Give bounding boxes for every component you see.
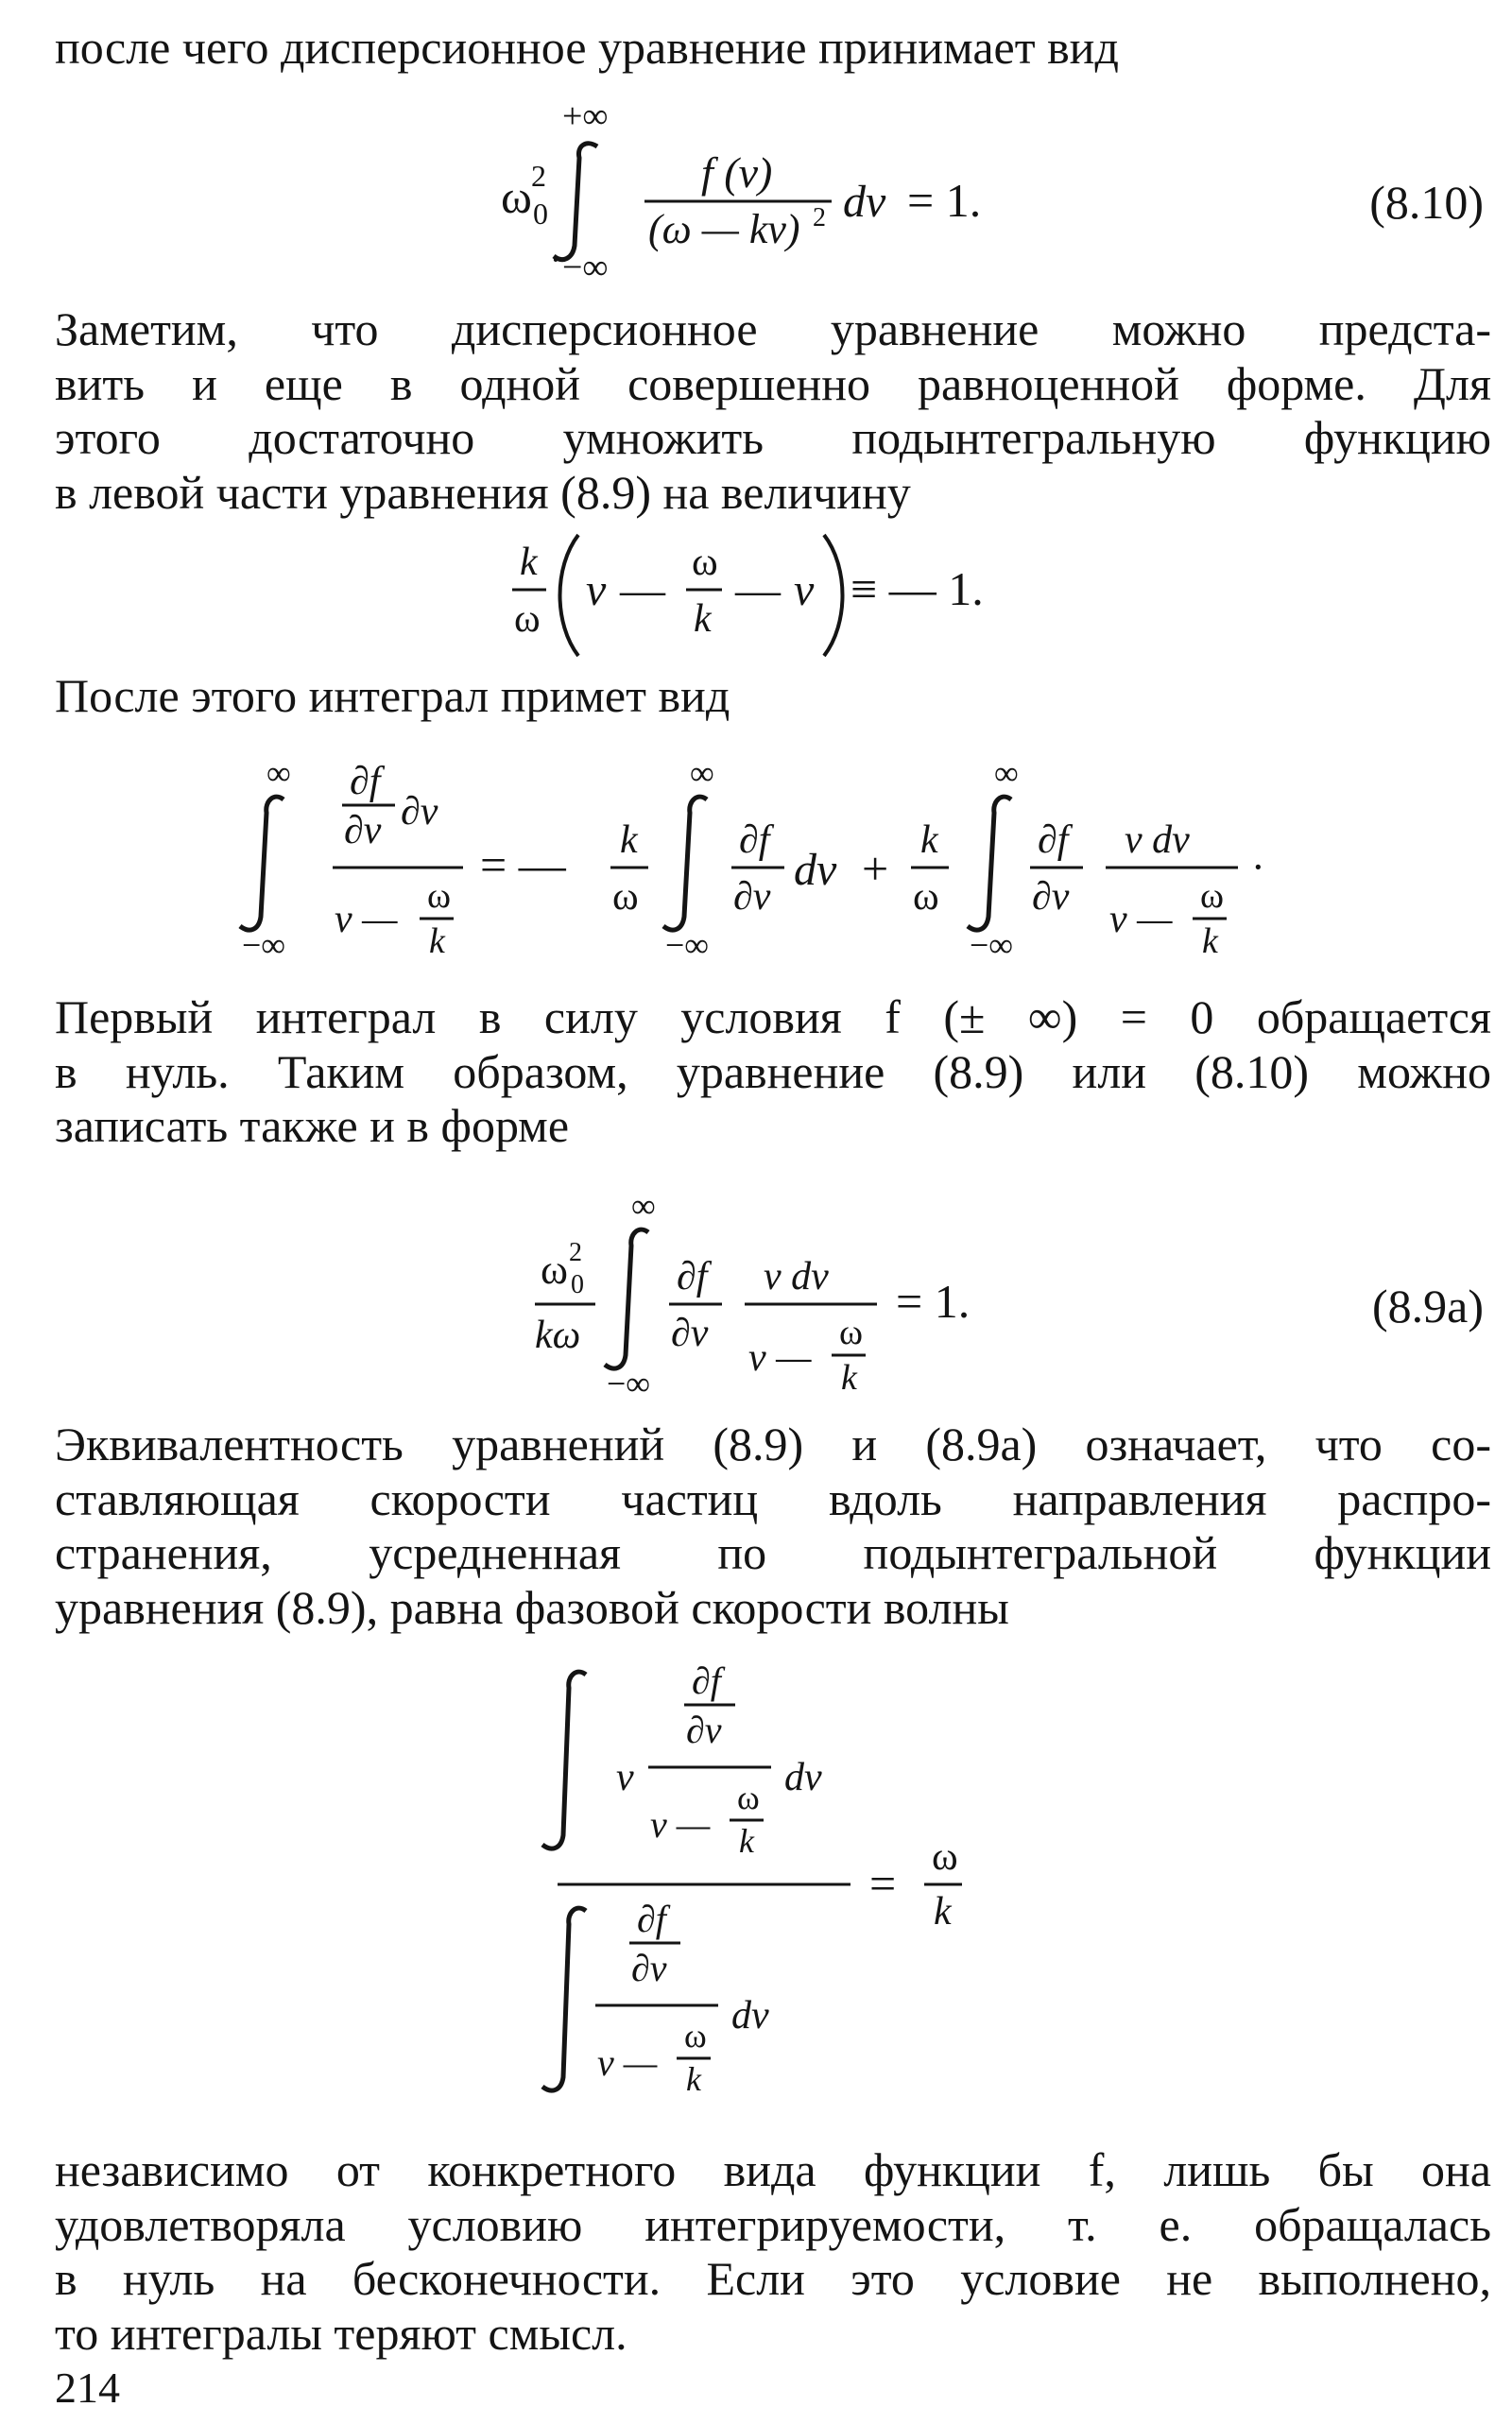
integral-sign <box>605 1229 648 1368</box>
partial-f: ∂f <box>637 1898 666 1940</box>
text-line: после чего дисперсионное уравнение принимает вид <box>55 21 1119 74</box>
text-line: в левой части уравнения (8.9) на величину <box>55 465 911 519</box>
text-line: удовлетворяла условию интегрируемости, т. е. обращалась <box>55 2197 1491 2251</box>
text-line: в нуль на бесконечности. Если это условие не выполнено, <box>55 2252 1491 2305</box>
text-line: Эквивалентность уравнений (8.9) и (8.9а) означает, что со- <box>55 1418 1491 1470</box>
k-symbol: k <box>739 1822 754 1860</box>
equation-8-10 <box>472 90 1058 288</box>
partial-v: ∂v <box>631 1947 667 1989</box>
superscript-2: 2 <box>531 159 546 193</box>
minus-sign: — <box>620 565 665 615</box>
partial-v: ∂v <box>733 875 771 919</box>
omega-symbol: ω <box>913 875 939 919</box>
dot-mark: · <box>1251 844 1265 890</box>
integral-sign <box>542 1908 586 2090</box>
k-symbol: k <box>520 541 538 584</box>
equation-number: (8.10) <box>1369 176 1484 229</box>
integral-sign <box>542 1672 586 1848</box>
denominator: (ω — kv) <box>648 206 800 252</box>
paragraph-2 <box>55 302 1491 520</box>
text-line: После этого интеграл примет вид <box>55 669 730 722</box>
partial-v: ∂v <box>344 809 382 852</box>
subscript-0: 0 <box>533 197 548 231</box>
partial-f: ∂f <box>739 818 770 862</box>
v-dv: v dv <box>1125 818 1190 862</box>
text-line: вить и еще в одной совершенно равноценной форме. Для <box>55 356 1491 410</box>
k-symbol: k <box>920 818 938 862</box>
paragraph-5 <box>55 1418 1491 1635</box>
text-line: то интегралы теряют смысл. <box>55 2306 627 2360</box>
dot-mark: · <box>550 241 561 279</box>
k-symbol: k <box>620 818 638 862</box>
omega-symbol: ω <box>692 541 718 584</box>
v-dv: v dv <box>764 1255 829 1298</box>
omega-symbol: ω <box>612 875 639 919</box>
equation-identity <box>491 529 1058 662</box>
v-symbol: v <box>794 565 815 615</box>
identity-rhs: ≡ — 1. <box>850 562 984 615</box>
omega0-symbol: ω <box>541 1246 568 1293</box>
k-symbol: k <box>841 1358 857 1398</box>
dv: dv <box>843 177 886 227</box>
paragraph-6 <box>55 2143 1491 2361</box>
text-line: этого достаточно умножить подынтегральную функцию <box>55 411 1491 464</box>
lower-limit: −∞ <box>970 926 1013 964</box>
dv: ∂v <box>401 790 438 834</box>
lower-limit: −∞ <box>242 926 285 964</box>
v-symbol: v <box>616 1756 634 1799</box>
upper-limit: ∞ <box>631 1187 656 1225</box>
v-symbol: v <box>586 565 607 615</box>
omega0-symbol: ω <box>501 170 532 223</box>
k-symbol: k <box>1202 921 1218 961</box>
k-symbol: k <box>934 1890 952 1934</box>
v-minus: v — <box>335 898 398 941</box>
integral-sign <box>968 797 1011 930</box>
omega-symbol: ω <box>514 597 541 641</box>
omega-symbol: ω <box>737 1779 760 1816</box>
v-minus: v — <box>748 1336 812 1380</box>
integral-sign <box>663 797 707 930</box>
omega-symbol: ω <box>839 1313 864 1352</box>
superscript-2: 2 <box>813 203 826 232</box>
minus-sign: — <box>735 565 781 615</box>
equation-phase-velocity <box>529 1656 1002 2109</box>
partial-v: ∂v <box>671 1312 709 1355</box>
dv: dv <box>731 1994 769 2037</box>
equals-sign: = <box>869 1857 897 1910</box>
partial-v: ∂v <box>686 1709 722 1751</box>
v-minus: v — <box>650 1803 711 1846</box>
upper-limit: ∞ <box>266 754 291 792</box>
partial-v: ∂v <box>1032 875 1070 919</box>
paragraph-1 <box>55 21 1491 76</box>
equals-minus: = — <box>480 838 566 891</box>
k-symbol: k <box>686 2060 701 2098</box>
omega-symbol: ω <box>427 876 452 916</box>
upper-limit: ∞ <box>690 754 714 792</box>
lower-limit: −∞ <box>665 926 709 964</box>
partial-f: ∂f <box>692 1659 721 1702</box>
dv: dv <box>784 1756 822 1799</box>
k-symbol: k <box>429 921 445 961</box>
equation-number: (8.9а) <box>1372 1280 1484 1332</box>
omega-symbol: ω <box>684 2017 707 2054</box>
text-line: Первый интеграл в силу условия f (± ∞) = 0 обращается <box>55 990 1491 1043</box>
lower-limit: −∞ <box>607 1365 650 1402</box>
partial-f: ∂f <box>677 1255 708 1298</box>
integral-sign <box>240 797 284 930</box>
subscript-0: 0 <box>571 1270 584 1299</box>
left-paren <box>560 535 579 656</box>
omega-symbol: ω <box>932 1835 958 1879</box>
k-symbol: k <box>694 597 712 641</box>
partial-f: ∂f <box>1038 818 1069 862</box>
text-line: в нуль. Таким образом, уравнение (8.9) или (8.10) можно <box>55 1044 1491 1098</box>
omega-symbol: ω <box>1200 876 1225 916</box>
text-line: ставляющая скорости частиц вдоль направления распро- <box>55 1471 1491 1525</box>
equation-8-9a <box>529 1179 1058 1406</box>
text-line: странения, усредненная по подынтегральной функции <box>55 1526 1491 1579</box>
dv: dv <box>794 845 837 895</box>
paragraph-4 <box>55 990 1491 1154</box>
partial-f: ∂f <box>350 760 381 803</box>
numerator: f (v) <box>701 148 773 197</box>
upper-limit: ∞ <box>994 754 1019 792</box>
right-paren <box>824 535 843 656</box>
paragraph-3 <box>55 669 1491 724</box>
k-omega: kω <box>535 1314 581 1357</box>
equals-one: = 1. <box>907 174 982 227</box>
upper-limit: +∞ <box>562 96 609 136</box>
v-minus: v — <box>1109 898 1173 941</box>
text-line: Заметим, что дисперсионное уравнение можно предста- <box>55 302 1491 355</box>
text-line: независимо от конкретного вида функции f, лишь бы она <box>55 2143 1491 2196</box>
text-line: уравнения (8.9), равна фазовой скорости волны <box>55 1580 1009 1634</box>
page-number: 214 <box>55 2364 120 2412</box>
plus-sign: + <box>862 842 889 895</box>
lower-limit: −∞ <box>562 248 609 287</box>
v-minus: v — <box>597 2041 658 2084</box>
text-line: записать также и в форме <box>55 1099 570 1152</box>
equation-integral-split <box>227 747 1323 964</box>
equals-one: = 1. <box>896 1275 971 1328</box>
superscript-2: 2 <box>569 1238 582 1267</box>
